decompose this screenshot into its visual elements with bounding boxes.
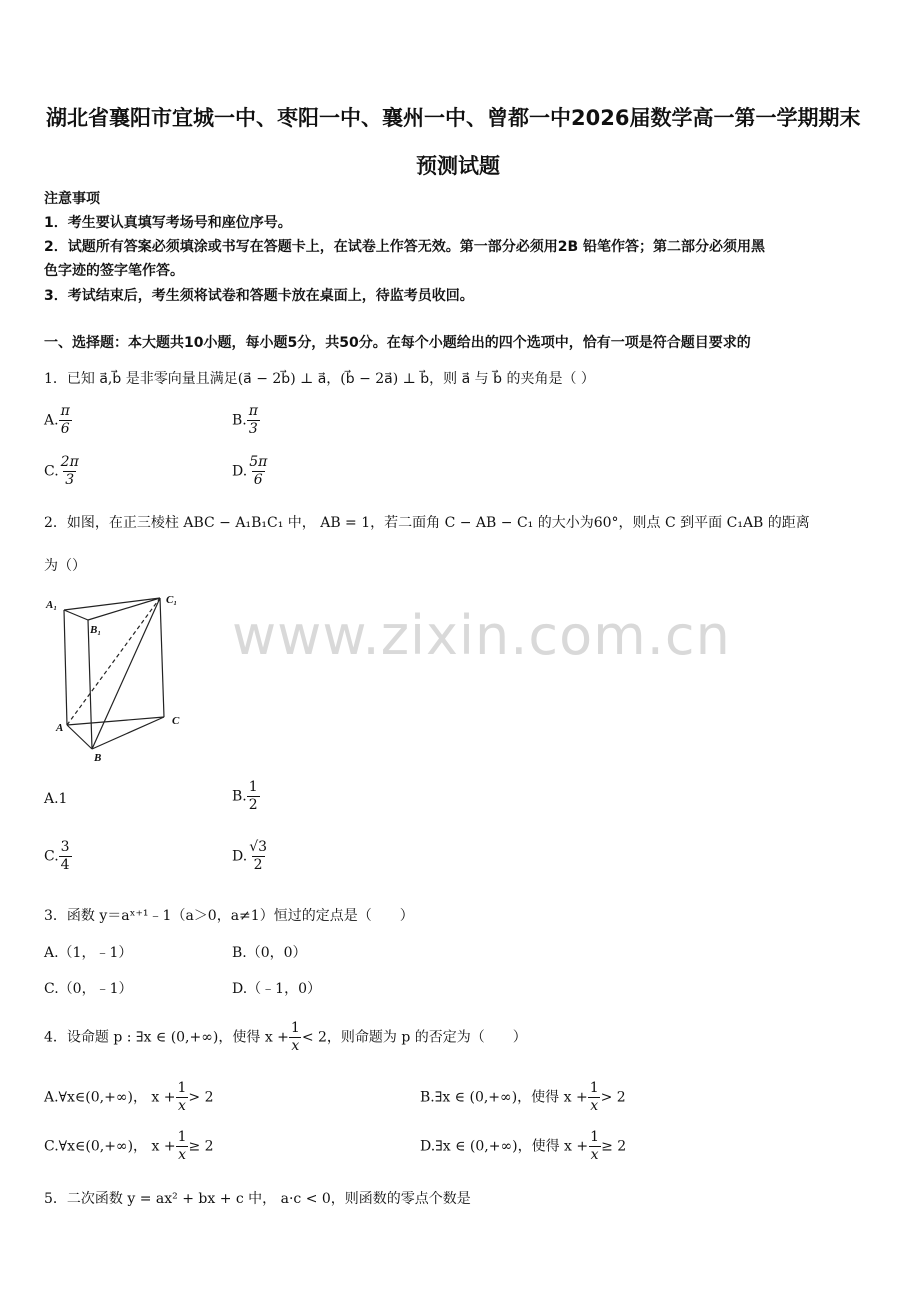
notice-item: 2．试题所有答案必须填涂或书写在答题卡上，在试卷上作答无效。第一部分必须用2B 铅笔作答；第二部分必须用黑 — [44, 239, 766, 255]
question-2-text: 2．如图，在正三棱柱 ABC − A₁B₁C₁ 中， AB = 1，若二面角 C − AB − C₁ 的大小为60°，则点 C 到平面 C₁AB 的距离 — [44, 515, 810, 531]
denominator: 6 — [253, 472, 263, 488]
q2-option-c — [44, 839, 72, 874]
option-label: B. — [232, 412, 247, 429]
q1-option-b — [232, 403, 260, 438]
q2-option-d — [232, 839, 269, 874]
question-1-text: 1．已知 a⃗,b⃗ 是非零向量且满足(a⃗ − 2b⃗) ⊥ a⃗，(b⃗ − 2a⃗) ⊥ b⃗，则 a⃗ 与 b⃗ 的夹角是（ ） — [44, 371, 595, 387]
numerator: √3 — [249, 839, 268, 855]
fraction — [289, 1020, 302, 1055]
numerator: 1 — [248, 779, 258, 795]
option-label: D. — [232, 463, 248, 480]
fraction — [59, 839, 72, 874]
fraction — [175, 1080, 188, 1115]
q3-option-b: B.（0，0） — [232, 945, 307, 961]
denominator: 3 — [65, 472, 75, 488]
numerator: 3 — [60, 839, 70, 855]
option-text: ≥ 2 — [188, 1138, 214, 1155]
denominator: x — [590, 1098, 599, 1114]
notice-item: 1．考生要认真填写考场号和座位序号。 — [44, 215, 292, 231]
question-4-text-post: < 2，则命题为 p 的否定为（ ） — [301, 1029, 527, 1046]
option-text: A.∀x∈(0,+∞)， x + — [44, 1089, 176, 1106]
numerator: π — [60, 403, 70, 419]
vertex-label-c: C — [172, 715, 180, 727]
numerator: 1 — [177, 1129, 187, 1145]
numerator: 1 — [590, 1129, 600, 1145]
section-heading: 一、选择题：本大题共10小题，每小题5分，共50分。在每个小题给出的四个选项中，恰有一项是符合题目要求的 — [44, 335, 751, 351]
q1-option-c — [44, 454, 81, 489]
q3-option-a: A.（1，﹣1） — [44, 945, 133, 961]
vertex-label-a: A — [56, 722, 64, 734]
q2-option-a: A.1 — [44, 791, 68, 807]
option-label: C. — [44, 463, 59, 480]
fraction — [247, 403, 260, 438]
denominator: 2 — [253, 857, 263, 873]
denominator: 4 — [60, 857, 70, 873]
question-4-text-pre: 4．设命题 p : ∃x ∈ (0,+∞)，使得 x + — [44, 1029, 289, 1046]
option-text: D.∃x ∈ (0,+∞)，使得 x + — [420, 1138, 589, 1155]
denominator: 2 — [248, 797, 258, 813]
question-3-text: 3．函数 y＝aˣ⁺¹﹣1（a＞0，a≠1）恒过的定点是（ ） — [44, 908, 414, 924]
watermark: www.zixin.com.cn — [232, 604, 731, 667]
fraction — [247, 839, 269, 874]
numerator: 1 — [589, 1080, 599, 1096]
option-label: D. — [232, 848, 248, 865]
vertex-label-c1: C₁ — [166, 594, 178, 606]
denominator: 6 — [60, 421, 70, 437]
option-label: C. — [44, 848, 59, 865]
q3-option-d: D.（﹣1，0） — [232, 981, 321, 997]
notice-item: 3．考试结束后，考生须将试卷和答题卡放在桌面上，待监考员收回。 — [44, 288, 474, 304]
numerator: 1 — [290, 1020, 300, 1036]
numerator: 1 — [177, 1080, 187, 1096]
vertex-label-b: B — [94, 752, 102, 764]
denominator: x — [178, 1147, 186, 1163]
notice-item: 色字迹的签字笔作答。 — [44, 263, 184, 279]
option-text: B.∃x ∈ (0,+∞)，使得 x + — [420, 1089, 588, 1106]
option-text: > 2 — [188, 1089, 214, 1106]
fraction — [59, 403, 72, 438]
option-label: A. — [44, 412, 59, 429]
q2-option-b — [232, 779, 260, 814]
question-5-text: 5．二次函数 y = ax² + bx + c 中， a·c < 0，则函数的零点个数是 — [44, 1191, 471, 1207]
fraction — [247, 779, 260, 814]
q1-option-a — [44, 403, 72, 438]
option-label: B. — [232, 788, 247, 805]
q4-option-d — [420, 1129, 626, 1164]
fraction — [59, 454, 81, 489]
denominator: 3 — [248, 421, 258, 437]
q4-option-a — [44, 1080, 213, 1115]
vertex-label-a1: A₁ — [46, 599, 58, 611]
fraction — [588, 1129, 601, 1164]
fraction — [588, 1080, 601, 1115]
prism-figure — [40, 590, 200, 770]
exam-title-line1: 湖北省襄阳市宜城一中、枣阳一中、襄州一中、曾都一中2026届数学高一第一学期期末 — [46, 106, 861, 130]
option-text: > 2 — [600, 1089, 626, 1106]
q4-option-c — [44, 1129, 214, 1164]
q4-option-b — [420, 1080, 626, 1115]
numerator: π — [248, 403, 258, 419]
fraction — [247, 454, 269, 489]
question-2-text-cont: 为（） — [44, 558, 86, 574]
denominator: x — [291, 1038, 300, 1054]
denominator: x — [590, 1147, 599, 1163]
exam-title-line2: 预测试题 — [416, 154, 500, 178]
fraction — [176, 1129, 189, 1164]
q3-option-c: C.（0，﹣1） — [44, 981, 133, 997]
option-text: ≥ 2 — [601, 1138, 627, 1155]
denominator: x — [177, 1098, 186, 1114]
numerator: 2π — [60, 454, 79, 470]
notice-heading: 注意事项 — [44, 191, 100, 207]
option-text: C.∀x∈(0,+∞)， x + — [44, 1138, 176, 1155]
numerator: 5π — [249, 454, 268, 470]
q1-option-d — [232, 454, 269, 489]
vertex-label-b1: B₁ — [90, 624, 102, 636]
question-4-text — [44, 1020, 527, 1055]
